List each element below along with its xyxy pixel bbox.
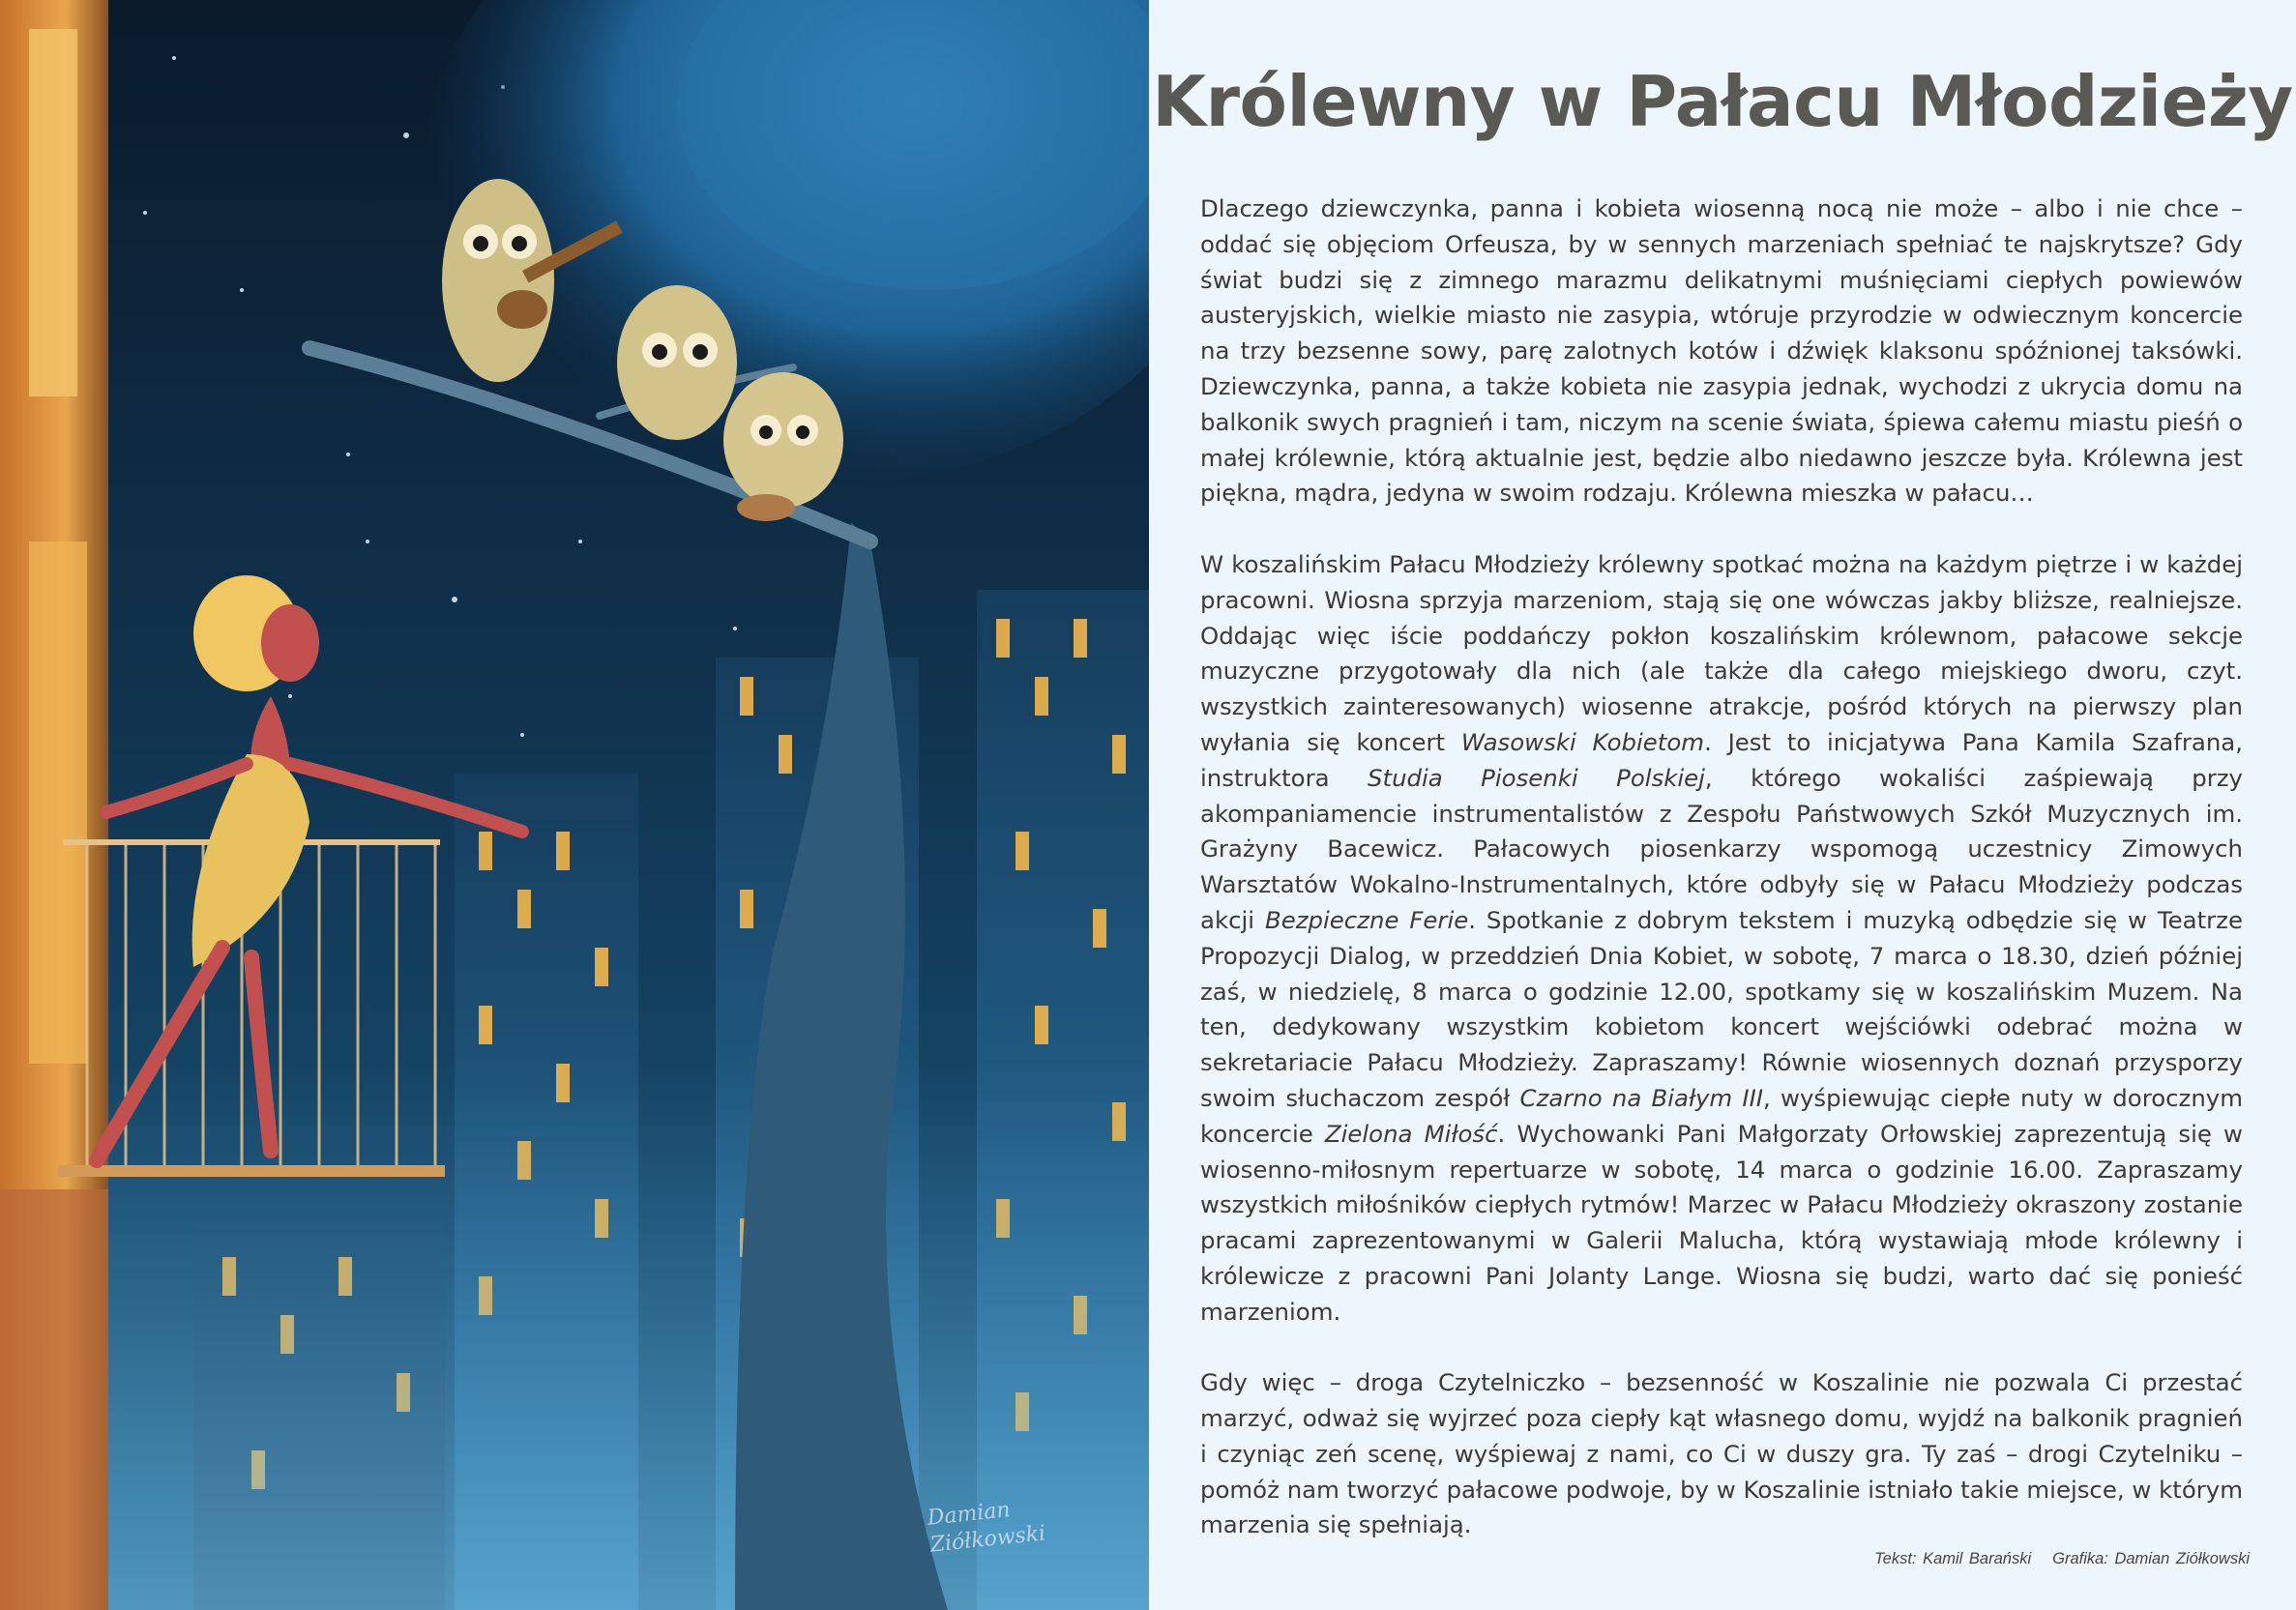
graphics-credit: Grafika: Damian Ziółkowski — [2052, 1550, 2250, 1567]
paragraph-text: , którego wokaliści zaśpiewają przy akompaniamencie instrumentalistów z Zespołu Państwowych Szkół Muzycznych im. Grażyny Bacewicz. Pałacowych piosenkarzy wspomogą uczestnicy Zimowych Warsztatów Wokalno-Instrumentalnych, które odbyły się w Pałacu Młodzieży podczas akcji — [1200, 763, 2243, 934]
article-paragraph-3 — [1200, 1365, 2243, 1543]
text-panel — [1149, 0, 2296, 1610]
article-paragraph-2 — [1200, 547, 2243, 1331]
band-name: Czarno na Białym III — [1519, 1083, 1764, 1112]
paragraph-text: , wyśpiewując ciepłe nuty w dorocznym koncercie — [1200, 1083, 2243, 1148]
paragraph-text: . Spotkanie z dobrym tekstem i muzyką odbędzie się w Teatrze Propozycji Dialog, w przeddzień Dnia Kobiet, w sobotę, 7 marca o 18.30, dzień później zaś, w niedzielę, 8 marca o godzinie 12.00, spotkamy się w koszalińskim Muzem. Na ten, dedykowany wszystkim kobietom koncert wejściówki odebrać można w sekretariacie Pałacu Młodzieży. Zapraszamy! Równie wiosennych doznań przysporzy swoim słuchaczom zespół — [1200, 905, 2243, 1112]
page-title: Królewny w Pałacu Młodzieży — [1152, 61, 2293, 142]
concert-name: Zielona Miłość — [1324, 1119, 1498, 1148]
studio-name: Studia Piosenki Polskiej — [1368, 763, 1705, 792]
paragraph-text: . Wychowanki Pani Małgorzaty Orłowskiej zaprezentują się w wiosenno-miłosnym repertuarze w sobotę, 14 marca o godzinie 16.00. Zapraszamy wszystkich miłośników ciepłych rytmów! Marzec w Pałacu Młodzieży okraszony zostanie pracami zaprezentowanymi w Galerii Malucha, którą wystawiają młode królewny i królewicze z pracowni Pani Jolanty Lange. Wiosna się budzi, warto dać się ponieść marzeniom. — [1200, 1119, 2243, 1326]
paragraph-text: W koszalińskim Pałacu Młodzieży królewny spotkać można na każdym piętrze i w każdej pracowni. Wiosna sprzyja marzeniom, stają się one wówczas jakby bliższe, realniejsze. Oddając więc iście poddańczy pokłon koszalińskim królewnom, pałacowe sekcje muzyczne przygotowały dla nich (ale także dla całego miejskiego dworu, czyt. wszystkich zainteresowanych) wiosenne atrakcje, pośród których na pierwszy plan wyłania się koncert — [1200, 549, 2243, 756]
paragraph-text: . Jest to inicjatywa Pana Kamila Szafrana, instruktora — [1200, 727, 2243, 792]
credits — [1874, 1550, 2250, 1568]
artist-signature: Damian Ziółkowski — [926, 1498, 1047, 1558]
event-name: Bezpieczne Ferie — [1264, 905, 1469, 934]
concert-title: Wasowski Kobietom — [1460, 727, 1705, 756]
paragraph-text: Gdy więc – droga Czytelniczko – bezsenność w Koszalinie nie pozwala Ci przestać marzyć, odważ się wyjrzeć poza ciepły kąt własnego domu, wyjdź na balkonik pragnień i czyniąc zeń scenę, wyśpiewaj z nami, co Ci w duszy gra. Ty zaś – drogi Czytelniku – pomóż nam tworzyć pałacowe podwoje, by w Koszalinie istniało takie miejsce, w którym marzenia się spełniają. — [1200, 1368, 2243, 1539]
text-credit: Tekst: Kamil Barański — [1874, 1550, 2032, 1567]
paragraph-text: Dlaczego dziewczynka, panna i kobieta wiosenną nocą nie może – albo i nie chce – oddać się objęciom Orfeusza, by w sennych marzeniach spełniać te najskrytsze? Gdy świat budzi się z zimnego marazmu delikatnymi muśnięciami ciepłych powiewów austeryjskich, wielkie miasto nie zasypia, wtóruje przyrodzie w odwiecznym koncercie na trzy bezsenne sowy, parę zalotnych kotów i dźwięk klaksonu spóźnionej taksówki. Dziewczynka, panna, a także kobieta nie zasypia jednak, wychodzi z ukrycia domu na balkonik swych pragnień i tam, niczym na scenie świata, śpiewa całemu miastu pieśń o małej królewnie, którą aktualnie jest, będzie albo niedawno jeszcze była. Królewna jest piękna, mądra, jedyna w swoim rodzaju. Królewna mieszka w pałacu… — [1200, 194, 2243, 508]
article-paragraph-1 — [1200, 191, 2243, 512]
article-body — [1200, 191, 2243, 1579]
